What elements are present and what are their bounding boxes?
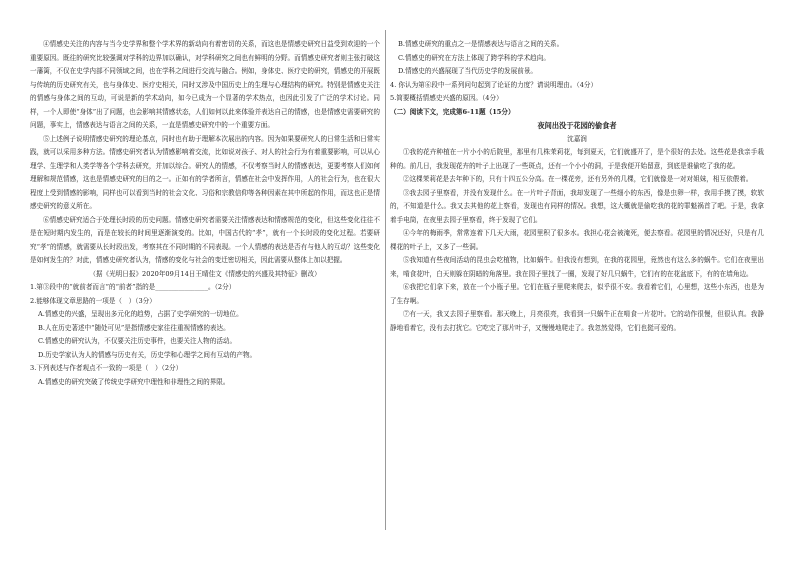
section-2-heading: （二）阅读下文，完成第6-11题（15分）	[390, 107, 515, 116]
story-paragraph-5: ⑤我知道有些夜间活动的昆虫会吃植物，比如蜗牛。但我没有想到，在我的花园里，竟然也有这么多的蜗牛。它们在夜里出来，啃食花叶，白天则躲在阴暗的角落里。我在园子里找了一圈，发现了好几只蜗牛，它们有的在花盆底下，有的在墙角边。	[390, 256, 764, 278]
story-paragraph-3: ③我去园子里察看，并没有发现什么。在一片叶子背面，我却发现了一些细小的东西，像是虫卵一样，我用手摸了摸，软软的，不知道是什么。我又去其他的花上察看，发现也有同样的情况。我想，这大概就是偷吃我的花的罪魁祸首了吧。于是，我拿着手电筒，在夜里去园子里察看，终于发现了它们。	[390, 188, 764, 224]
paragraph-6: ⑥情感史研究适合于处理长时段的历史问题。情感史研究者需要关注情感表达和情感规范的变化，但这些变化往往不是在短时期内发生的，而是在较长的时间里逐渐演变的。比如，中国古代的“孝”，就有一个长时段的变化过程。若要研究“孝”的情感，就需要从长时段出发，考察其在不同时期的不同表现。一个人情感的表达是否有与他人的互动？这些变化是如何发生的？对此，情感史研究者认为，情感的变化与社会的变迁密切相关，因此需要从整体上加以把握。	[30, 215, 380, 264]
paragraph-5: ⑤上述例子说明情感史研究的理论基点，同时也有助于理解本次展出的内容。因为如果要研究人的日常生活和日常实践，就可以采用多种方法。情感史研究者认为情感影响着交流，比如说对孩子、对人的社会行为有着重要影响，可以从心理学、生理学和人类学等各个学科去研究，并加以综合。研究人的情感，不仅考察当时人的情感表达，更要考察人们如何理解和规范情感，这也是情感史研究的目的之一。正如有的学者所言，情感在社会中发挥作用，人的社会行为，也在很大程度上受到情感的影响，同样也可以看到当时的社会文化、习俗和宗教信仰等各种因素在其中所起的作用，而这也正是情感史研究的意义所在。	[30, 134, 380, 210]
question-2-option-d: D.历史学家认为人的情感与历史有关，历史学和心理学之间有互动的产物。	[38, 350, 257, 359]
story-paragraph-4: ④今年的梅雨季，常常连着下几天大雨，花园里积了很多水。我担心花会被淹死，便去察看。花园里的情况还好，只是有几棵花的叶子上，又多了一些洞。	[390, 229, 764, 251]
question-3-option-b: B.情感史研究的重点之一是情感表达与语言之间的关系。	[398, 40, 564, 48]
story-paragraph-1: ①我的花卉种植在一片小小的后院里，那里有几株茉莉花，每到夏天，它们就盛开了，是个很好的去处。这些花是我亲手栽种的。前几日，我发现花卉的叶子上出现了一些斑点，还有一个小小的洞，于是我便开始留意，到底是谁偷吃了我的花。	[390, 148, 764, 170]
question-1: 1.第③段中的“就前者而言”的“前者”指的是________________。（2分）	[30, 283, 236, 291]
question-3-option-d: D.情感史的兴盛展现了当代历史学的发展前景。	[398, 67, 538, 75]
story-title: 夜间出没于花园的偷食者	[537, 121, 617, 130]
question-3-option-c: C.情感史的研究在方法上体现了跨学科的学术趋向。	[398, 53, 550, 62]
citation: （据《光明日报》2020年09月14日王晴佳文《情感史的兴盛及其特征》删改）	[89, 269, 321, 278]
paragraph-4: ④情感史关注的内容与当今史学界和整个学术界的新动向有着密切的关系，而这也是情感史研究日益受到欢迎的一个重要原因。既往的研究比较强调对学科的边界加以确认，对学科研究之间也有鲜明的分野。而情感史研究者则主张打破这一藩篱，不仅在史学内部不同领域之间，也在学科之间进行交流与融合。例如，身体史、医疗史的研究，情感史的开展既与传统的历史研究有关，也与身体史、医疗史相关，同时又涉及中国历史上的生理与心理结构的研究。特别是情感史关注的情感与身体之间的互动，可说是新的学术动向，如今已成为一个显著的学术热点，也因此引发了广泛的学术讨论。同样，一个人即使“身体”出了问题，也会影响其情感状态，人们如何以此来体验并表达自己的情感，也是情感史需要研究的问题，事实上，情感表达与语言之间的关系，一直是情感史研究中的一个重要方面。	[30, 40, 380, 129]
left-column	[30, 38, 380, 389]
question-2-option-b: B.人在历史著述中“随处可见”是指情感史家往往重视情感的表达。	[38, 323, 230, 332]
story-paragraph-6: ⑥我把它们拿下来，放在一个小瓶子里。它们在瓶子里爬来爬去，似乎很不安。我看着它们，心里想，这些小东西，也是为了生存啊。	[390, 283, 764, 305]
question-2-option-a: A.情感史的兴盛，呈现出多元化的趋势，占据了史学研究的一切地位。	[38, 310, 243, 318]
question-4: 4. 你认为第⑥段中一系列问句起到了论证的力度？请说明理由。（4分）	[390, 80, 598, 89]
column-divider	[385, 30, 386, 530]
question-3: 3.下列表述与作者观点不一致的一项是（ ）（2分）	[30, 364, 183, 372]
story-paragraph-2: ②这棵茉莉花是去年种下的，只有十四五公分高。在一棵花旁，还有另外的几棵，它们就像是一对对姐妹，相互依偎着。	[403, 175, 753, 183]
right-column	[390, 38, 764, 335]
question-5: 5.简要概括情感史兴盛的原因。（4分）	[390, 94, 503, 102]
question-3-option-a: A.情感史的研究突破了传统史学研究中理性和非理性之间的界限。	[38, 377, 230, 386]
question-2-option-c: C.情感史的研究认为，不仅要关注历史事件，也要关注人物的活动。	[38, 337, 237, 345]
question-2: 2.能够体现文章思路的一项是（ ）（3分）	[30, 296, 156, 305]
story-author: 沈嘉润	[567, 134, 587, 143]
story-paragraph-7: ⑦有一天，我又去园子里察看。那天晚上，月亮很亮，我看到一只蜗牛正在啃食一片花叶。它的动作很慢，但很认真。我静静地看着它，没有去打扰它。它吃完了那片叶子，又慢慢地爬走了。我忽然觉得，它们也挺可爱的。	[390, 310, 764, 332]
